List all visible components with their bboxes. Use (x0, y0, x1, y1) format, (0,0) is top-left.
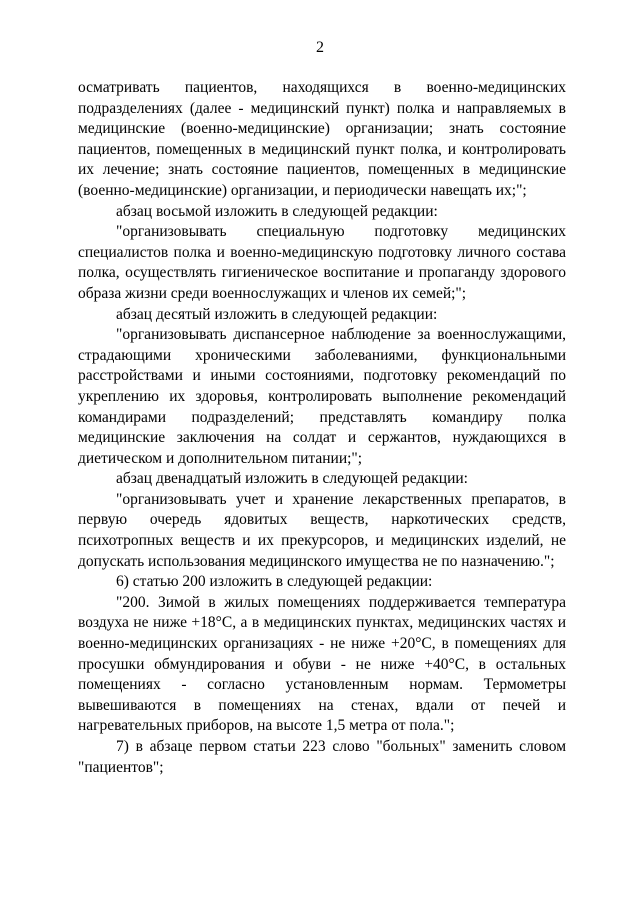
paragraph-3: "организовывать специальную подготовку медицинских специалистов полка и военно-медицинскую подготовку личного состава полка, осуществлять гигиеническое воспитание и пропаганду здорового образа жизни среди военнослужащих и членов их семей;"; (78, 223, 566, 302)
paragraph-4: абзац десятый изложить в следующей редакции: (116, 305, 438, 323)
paragraph-2: абзац восьмой изложить в следующей редакции: (116, 202, 438, 220)
document-body (78, 78, 566, 778)
paragraph-1: осматривать пациентов, находящихся в военно-медицинских подразделениях (далее - медицинский пункт) полка и направляемых в медицинские (военно-медицинские) организации; знать состояние пациентов, помещенных в медицинский пункт полка, и контролировать их лечение; знать состояние пациентов, помещенных в медицинские (военно-медицинские) организации, и периодически навещать их;"; (78, 79, 566, 199)
paragraph-10: 7) в абзаце первом статьи 223 слово "больных" заменить словом "пациентов"; (78, 738, 566, 776)
paragraph-9: "200. Зимой в жилых помещениях поддерживается температура воздуха не ниже +18°С, а в медицинских пунктах, медицинских частях и военно-медицинских организациях - не ниже +20°С, в помещениях для просушки обмундирования и обуви - не ниже +40°С, в остальных помещениях - согласно установленным нормам. Термометры вывешиваются в помещениях на стенах, вдали от печей и нагревательных приборов, на высоте 1,5 метра от пола."; (78, 593, 566, 735)
paragraph-8: 6) статью 200 изложить в следующей редакции: (116, 573, 433, 591)
paragraph-7: "организовывать учет и хранение лекарственных препаратов, в первую очередь ядовитых веществ, наркотических средств, психотропных веществ и их прекурсоров, и медицинских изделий, не допускать использования медицинского имущества не по назначению."; (78, 490, 566, 570)
paragraph-5: "организовывать диспансерное наблюдение за военнослужащими, страдающими хроническими заболеваниями, функциональными расстройствами и иными состояниями, подготовку рекомендаций по укреплению их здоровья, контролировать выполнение рекомендаций командирами подразделений; представлять командиру полка медицинские заключения на солдат и сержантов, нуждающихся в диетическом и дополнительном питании;"; (78, 326, 566, 467)
paragraph-6: абзац двенадцатый изложить в следующей редакции: (116, 470, 468, 488)
page-number: 2 (316, 39, 324, 56)
